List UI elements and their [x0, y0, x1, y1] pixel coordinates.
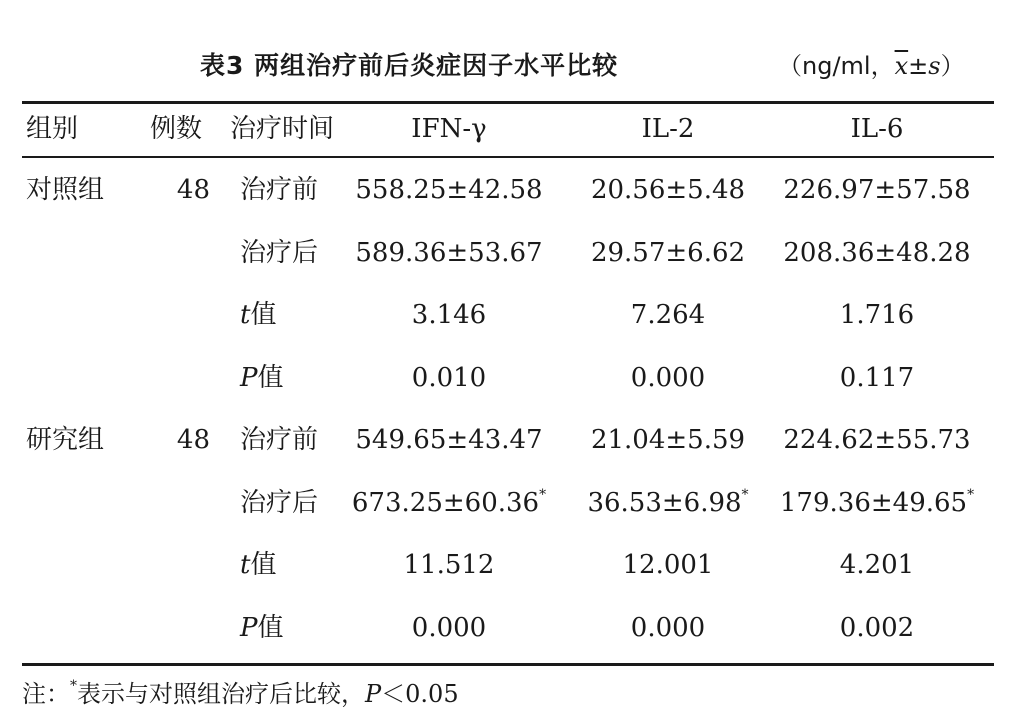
cell-value: 179.36±49.65	[779, 488, 968, 518]
stat-suffix: 值	[250, 300, 277, 330]
cell-ifn-gamma: 11.512	[403, 550, 495, 580]
stat-suffix: 值	[257, 363, 284, 393]
row-stat-p	[240, 356, 284, 400]
cell-ifn-gamma: 3.146	[411, 300, 487, 330]
cell-il-6: 0.117	[839, 363, 915, 393]
units-sd-symbol: s	[928, 52, 941, 80]
row-time: 治疗后	[240, 488, 319, 518]
row-stat-t	[240, 543, 276, 587]
stat-symbol: t	[240, 300, 251, 330]
cell-il-2: 12.001	[622, 550, 714, 580]
header-group: 组别	[26, 114, 79, 144]
row-time: 治疗前	[240, 425, 319, 455]
cell-ifn-gamma: 0.000	[411, 613, 487, 643]
row-time: 治疗前	[240, 175, 319, 205]
table-title: 表3 两组治疗前后炎症因子水平比较	[200, 51, 619, 80]
units-suffix: ）	[940, 52, 965, 80]
units-pm: ±	[908, 52, 929, 80]
group-n: 48	[176, 175, 210, 205]
group-name: 研究组	[26, 425, 105, 455]
cell-il-6: 0.002	[839, 613, 915, 643]
header-time: 治疗时间	[230, 114, 335, 144]
group-n: 48	[176, 425, 210, 455]
header-il-2: IL-2	[641, 114, 695, 144]
cell-ifn-gamma: 558.25±42.58	[355, 175, 543, 205]
cell-value: 673.25±60.36	[351, 488, 540, 518]
cell-il-6	[770, 481, 984, 525]
table-units	[778, 44, 965, 88]
note-mark: *	[70, 678, 77, 694]
cell-il-2: 29.57±6.62	[590, 238, 746, 268]
cell-ifn-gamma: 589.36±53.67	[355, 238, 543, 268]
significance-mark: *	[539, 487, 547, 503]
cell-value: 36.53±6.98	[587, 488, 742, 518]
significance-mark: *	[741, 487, 749, 503]
note-tail: ＜0.05	[381, 680, 459, 708]
cell-ifn-gamma	[340, 481, 558, 525]
group-name: 对照组	[26, 175, 105, 205]
stat-symbol: t	[240, 550, 251, 580]
table-note	[22, 672, 459, 716]
units-prefix: （ng/ml，	[778, 52, 895, 80]
note-text: 表示与对照组治疗后比较，	[77, 680, 365, 708]
cell-il-6: 226.97±57.58	[783, 175, 971, 205]
stat-suffix: 值	[257, 613, 284, 643]
cell-il-6: 224.62±55.73	[783, 425, 971, 455]
header-il-6: IL-6	[850, 114, 904, 144]
stat-symbol: P	[240, 363, 258, 393]
row-stat-t	[240, 293, 276, 337]
cell-il-2: 21.04±5.59	[590, 425, 746, 455]
cell-il-2	[570, 481, 766, 525]
cell-il-6: 1.716	[839, 300, 915, 330]
significance-mark: *	[967, 487, 975, 503]
cell-il-2: 0.000	[630, 363, 706, 393]
cell-il-6: 208.36±48.28	[783, 238, 971, 268]
cell-il-2: 7.264	[630, 300, 706, 330]
cell-ifn-gamma: 549.65±43.47	[355, 425, 543, 455]
cell-ifn-gamma: 0.010	[411, 363, 487, 393]
note-prefix: 注：	[22, 680, 70, 708]
cell-il-6: 4.201	[839, 550, 915, 580]
cell-il-2: 0.000	[630, 613, 706, 643]
stat-symbol: P	[240, 613, 258, 643]
bottom-rule	[22, 663, 994, 666]
stat-suffix: 值	[250, 550, 277, 580]
units-mean-symbol: $\overline{x}$	[894, 52, 909, 80]
note-stat: P	[365, 680, 382, 708]
header-n: 例数	[150, 114, 203, 144]
row-time: 治疗后	[240, 238, 319, 268]
row-stat-p	[240, 606, 284, 650]
header-ifn-gamma: IFN-γ	[411, 114, 487, 144]
header-rule	[22, 156, 994, 158]
cell-il-2: 20.56±5.48	[590, 175, 746, 205]
top-rule	[22, 101, 994, 104]
